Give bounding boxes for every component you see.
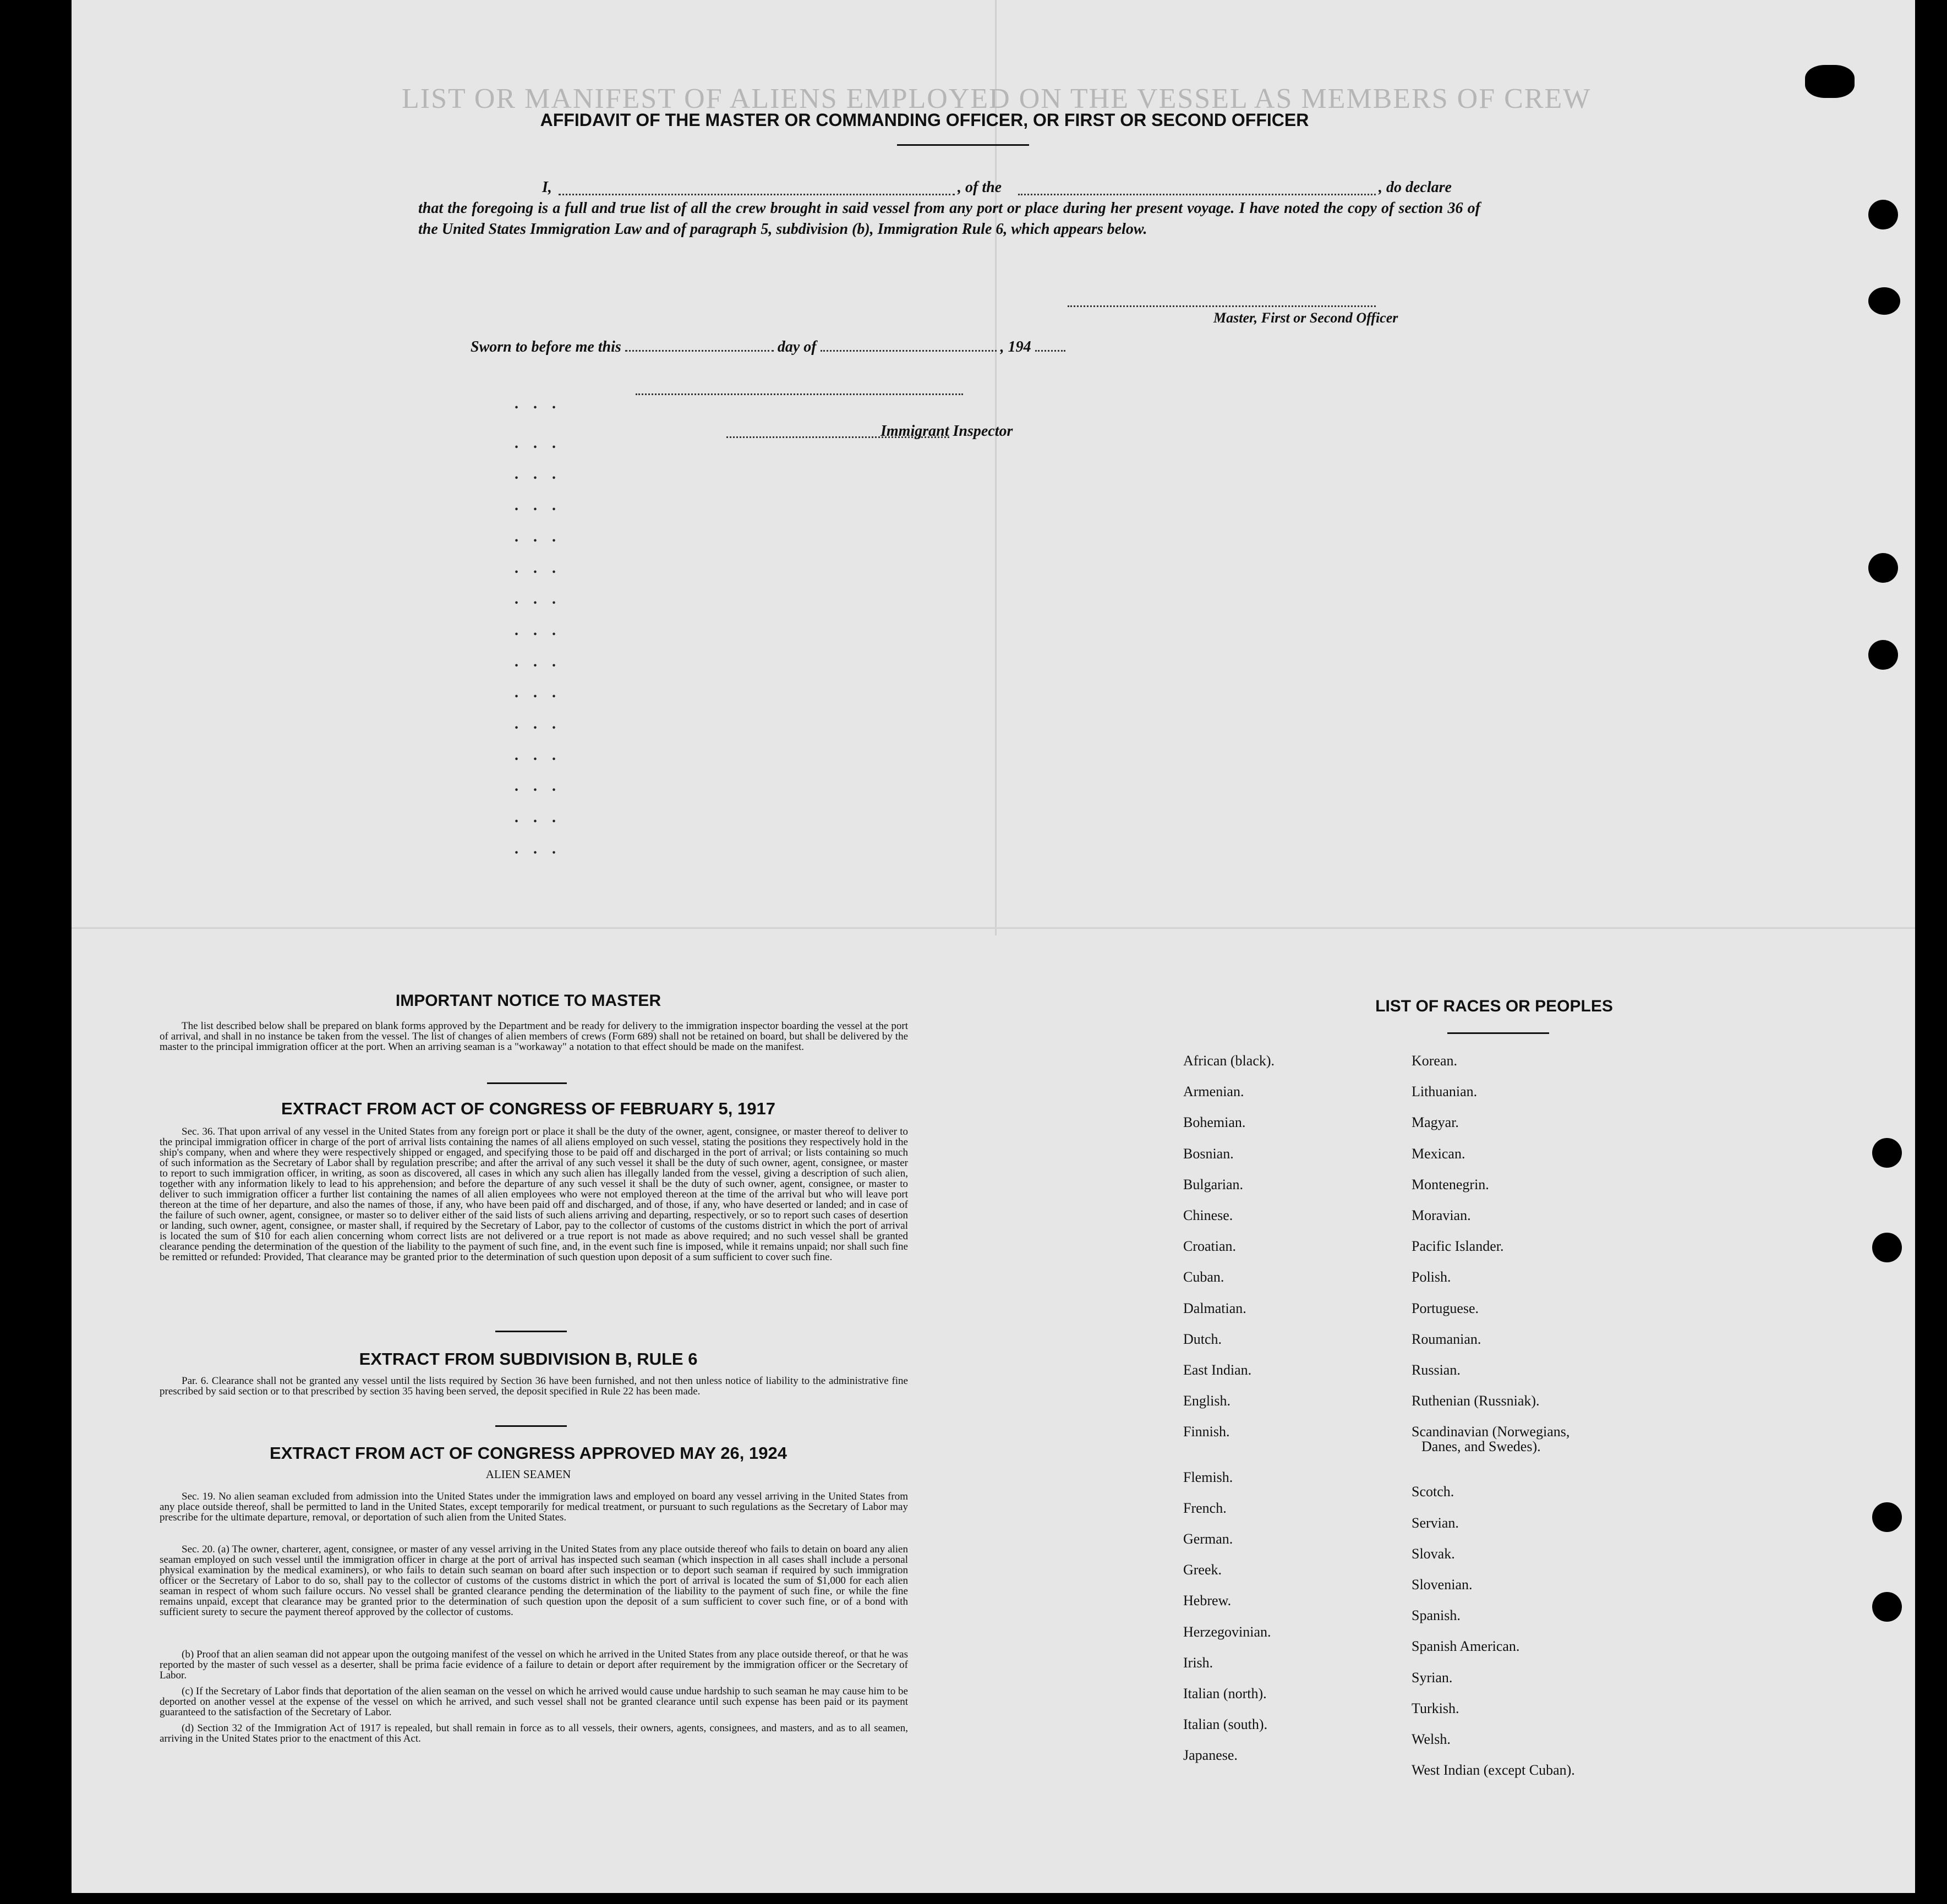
affidavit-of-the: , of the	[958, 179, 1002, 196]
race-item: German.	[1183, 1531, 1233, 1547]
race-item: Greek.	[1183, 1562, 1222, 1578]
races-title: LIST OF RACES OR PEOPLES	[1375, 997, 1613, 1015]
inspector-label: Immigrant Inspector	[880, 423, 1013, 440]
section-rule	[495, 1331, 567, 1332]
race-item: Slovenian.	[1412, 1577, 1473, 1593]
race-item: West Indian (except Cuban).	[1412, 1762, 1575, 1779]
sec20c-text: (c) If the Secretary of Labor finds that deportation of the alien seaman on the vessel on which he arrived would cause undue hardship to such seaman he may cause him to be deported on another vessel at the expense of the vessel on which he arrived, and such vessel shall not be granted clearance until such expense has been paid or its payment guaranteed to the satisfaction of the Secretary of Labor.	[160, 1686, 908, 1718]
race-item: Scotch.	[1412, 1484, 1454, 1500]
month-field-line	[821, 350, 997, 352]
name-field-line	[559, 194, 955, 195]
ditto-mark: . . .	[515, 395, 561, 412]
title-rule	[897, 144, 1029, 146]
ditto-mark: . . .	[515, 840, 561, 857]
notice-title: IMPORTANT NOTICE TO MASTER	[395, 992, 661, 1010]
race-item: Spanish American.	[1412, 1638, 1520, 1655]
race-item: African (black).	[1183, 1053, 1275, 1069]
race-item: Armenian.	[1183, 1084, 1244, 1100]
race-item: Spanish.	[1412, 1607, 1461, 1624]
race-item: Chinese.	[1183, 1207, 1233, 1223]
extract-1924-title: EXTRACT FROM ACT OF CONGRESS APPROVED MAY 26, 1924	[270, 1443, 787, 1463]
race-item: Bohemian.	[1183, 1114, 1246, 1131]
race-item: Polish.	[1412, 1269, 1451, 1285]
section-rule	[487, 1082, 567, 1084]
ditto-mark: . . .	[515, 622, 561, 639]
race-item: Irish.	[1183, 1654, 1213, 1671]
race-item: Montenegrin.	[1412, 1176, 1489, 1192]
inspector-signature-line	[636, 393, 963, 395]
race-item: Italian (north).	[1183, 1686, 1267, 1701]
ditto-mark: . . .	[515, 528, 561, 545]
ditto-mark: . . .	[515, 684, 561, 701]
year-field-line	[1035, 350, 1065, 352]
extract-1924-subtitle: ALIEN SEAMEN	[485, 1468, 571, 1481]
sec20b-text: (b) Proof that an alien seaman did not appear upon the outgoing manifest of the vessel on which he arrived in the United States from any place outside thereof, or that he was reported by the master of such vessel as a deserter, shall be prima facie evidence of a failure to detain or deport after requirement by the immigration officer or the Secretary of Labor.	[160, 1649, 908, 1681]
ditto-mark: . . .	[515, 466, 561, 483]
race-item: Lithuanian.	[1412, 1084, 1478, 1100]
document-page	[72, 0, 1915, 1893]
race-item: Dutch.	[1183, 1331, 1222, 1347]
affidavit-title: AFFIDAVIT OF THE MASTER OR COMMANDING OFFICER, OR FIRST OR SECOND OFFICER	[540, 110, 1309, 130]
race-item: English.	[1183, 1393, 1230, 1409]
sworn-line	[471, 338, 1065, 356]
race-item: French.	[1183, 1500, 1227, 1516]
race-item: Scandinavian (Norwegians,	[1412, 1424, 1570, 1440]
race-item: Pacific Islander.	[1412, 1238, 1504, 1255]
binder-hole	[1872, 1502, 1902, 1532]
bleed-through-heading: LIST OR MANIFEST OF ALIENS EMPLOYED ON THE VESSEL AS MEMBERS OF CREW	[402, 83, 1591, 114]
race-item: Japanese.	[1183, 1747, 1238, 1764]
sec20d-text: (d) Section 32 of the Immigration Act of 1917 is repealed, but shall remain in force as to all vessels, their owners, agents, consignees, and masters, and as to all seamen, arriving in the United States prior to the enactment of this Act.	[160, 1722, 908, 1744]
binder-hole	[1872, 1138, 1902, 1168]
race-item: Ruthenian (Russniak).	[1412, 1393, 1540, 1409]
race-item: Roumanian.	[1412, 1331, 1481, 1347]
rule6-title: EXTRACT FROM SUBDIVISION B, RULE 6	[359, 1349, 698, 1369]
affidavit-body	[418, 177, 1480, 240]
race-item: Portuguese.	[1412, 1300, 1479, 1316]
race-item: Flemish.	[1183, 1469, 1233, 1485]
ditto-mark: . . .	[515, 747, 561, 764]
sec19-text: Sec. 19. No alien seaman excluded from admission into the United States under the immigration laws and employed on board any vessel arriving in the United States from any place outside thereof, shall be permitted to land in the United States, except temporarily for medical treatment, or pursuant to such regulations as the Secretary of Labor may prescribe for the ultimate departure, removal, or deportation of such alien from the United States.	[160, 1491, 908, 1523]
affidavit-first-line	[418, 177, 1480, 198]
ink-blot	[1805, 65, 1855, 98]
ditto-mark: . . .	[515, 653, 561, 670]
section-rule	[495, 1425, 567, 1427]
ditto-mark: . . .	[515, 809, 561, 826]
race-item: Turkish.	[1412, 1700, 1459, 1716]
affidavit-declare: , do declare	[1379, 179, 1452, 196]
race-item: Magyar.	[1412, 1114, 1459, 1131]
fold-line-vertical	[995, 0, 997, 935]
race-item: Welsh.	[1412, 1731, 1451, 1747]
race-item: Russian.	[1412, 1362, 1461, 1378]
affidavit-text: that the foregoing is a full and true list of all the crew brought in said vessel from any port or place during her present voyage. I have noted the copy of section 36 of the United States Immigration Law and of paragraph 5, subdivision (b), Immigration Rule 6, which appears below.	[418, 200, 1480, 238]
sec20a-text: Sec. 20. (a) The owner, charterer, agent, consignee, or master of any vessel arriving in the United States from any place outside thereof who fails to detain on board any alien seaman employed on such vessel until the immigration officer in charge at the port of arrival has inspected such seaman (which inspection in all cases shall include a personal physical examination by the medical examiners), or who fails to detain such seaman on board after such inspection or to deport such seaman if required by such immigration officer or the Secretary of Labor to do so, shall pay to the collector of customs of the customs district in which the port of arrival is located the sum of $1,000 for each alien seaman in respect of whom such failure occurs. No vessel shall be granted clearance pending the determination of the liability to the payment of such fine, or while the fine remains unpaid, except that clearance may be granted prior to the determination of such question upon the deposit of a sum sufficient to cover such fine, or of a bond with sufficient surety to secure the payment thereof approved by the collector of customs.	[160, 1544, 908, 1618]
race-item: East Indian.	[1183, 1362, 1252, 1378]
ditto-mark: . . .	[515, 560, 561, 577]
notice-text: The list described below shall be prepared on blank forms approved by the Department and be ready for delivery to the immigration inspector boarding the vessel at the port of arrival, and shall in no instance be taken from the vessel. The list of changes of alien members of crews (Form 689) shall not be retained on board, but shall be delivered by the master to the principal immigration officer at the port. When an arriving seaman is a "workaway" a notation to that effect should be made on the manifest.	[160, 1020, 908, 1053]
race-item: Korean.	[1412, 1053, 1458, 1069]
race-item: Bulgarian.	[1183, 1176, 1244, 1192]
vessel-field-line	[1018, 194, 1376, 195]
race-item: Finnish.	[1183, 1424, 1230, 1440]
sworn-text: Sworn to before me this	[471, 338, 621, 355]
race-item: Danes, and Swedes).	[1421, 1438, 1541, 1455]
year-text: , 194	[1000, 338, 1031, 355]
race-item: Dalmatian.	[1183, 1300, 1246, 1316]
race-item: Croatian.	[1183, 1238, 1237, 1255]
binder-hole	[1868, 287, 1900, 315]
master-signature-label: Master, First or Second Officer	[1213, 310, 1398, 326]
race-item: Moravian.	[1412, 1207, 1471, 1223]
extract-1917-title: EXTRACT FROM ACT OF CONGRESS OF FEBRUARY 5, 1917	[281, 1099, 775, 1118]
race-item: Hebrew.	[1183, 1593, 1232, 1609]
affidavit-i: I,	[542, 179, 552, 196]
fold-line-horizontal	[72, 927, 1915, 929]
day-field-line	[625, 350, 774, 352]
binder-hole	[1872, 1233, 1902, 1262]
races-title-rule	[1447, 1032, 1549, 1034]
extract-1917-text: Sec. 36. That upon arrival of any vessel in the United States from any foreign port or place it shall be the duty of the owner, agent, consignee, or master thereof to deliver to the principal immigration officer in charge of the port of arrival lists containing the names of all aliens employed on such vessel, stating the positions they respectively hold in the ship's company, when and where they were respectively shipped or engaged, and specifying those to be paid off and discharged in the port of arrival; or lists containing so much of such information as the Secretary of Labor shall by regulation prescribe; and after the arrival of any such vessel it shall be the duty of such owner, agent, consignee, or master to report to such immigration officer, in writing, as soon as discovered, all cases in which any such alien has illegally landed from the vessel, giving a description of such alien, together with any information likely to lead to his apprehension; and before the departure of any such vessel it shall be the duty of such owner, agent, consignee, or master to deliver to such immigration officer a further list containing the names of all alien employees who were not employed thereon at the time of the arrival but who will leave port thereon at the time of her departure, and also the names of those, if any, who have been paid off and discharged, and of those, if any, who have deserted or landed; and in case of the failure of such owner, agent, consignee, or master so to deliver either of the said lists of such aliens arriving and departing, respectively, or so to report such cases of desertion or landing, such owner, agent, consignee, or master shall, if required by the Secretary of Labor, pay to the collector of customs of the customs district in which the port of arrival is located the sum of $10 for each alien concerning whom correct lists are not delivered or a true report is not made as above required; and no such vessel shall be granted clearance pending the determination of the question of the liability to the payment of such fine, and, in the event such fine is imposed, while it remains unpaid; nor shall such fine be remitted or refunded: Provided, That clearance may be granted prior to the determination of such question upon deposit of a sum sufficient to cover such fine.	[160, 1126, 908, 1263]
ditto-mark: . . .	[515, 590, 561, 608]
race-item: Bosnian.	[1183, 1145, 1234, 1162]
race-item: Slovak.	[1412, 1545, 1455, 1562]
ditto-mark: . . .	[515, 497, 561, 514]
binder-hole	[1868, 200, 1898, 229]
race-item: Mexican.	[1412, 1145, 1465, 1162]
day-of-text: day of	[777, 338, 817, 355]
race-item: Herzegovinian.	[1183, 1623, 1271, 1640]
binder-hole	[1868, 640, 1898, 670]
race-item: Servian.	[1412, 1514, 1459, 1531]
race-item: Cuban.	[1183, 1269, 1224, 1285]
race-item: Italian (south).	[1183, 1716, 1268, 1733]
master-signature-line	[1068, 305, 1376, 307]
binder-hole	[1868, 553, 1898, 583]
ditto-mark: . . .	[515, 778, 561, 795]
ditto-mark: . . .	[515, 715, 561, 732]
binder-hole	[1872, 1592, 1902, 1622]
ditto-mark: . . .	[515, 435, 561, 452]
rule6-text: Par. 6. Clearance shall not be granted any vessel until the lists required by Section 36 have been furnished, and not then unless notice of liability to the administrative fine prescribed by said section or to that prescribed by section 35 having been served, the deposit specified in Rule 22 has been made.	[160, 1375, 908, 1397]
race-item: Syrian.	[1412, 1669, 1453, 1686]
